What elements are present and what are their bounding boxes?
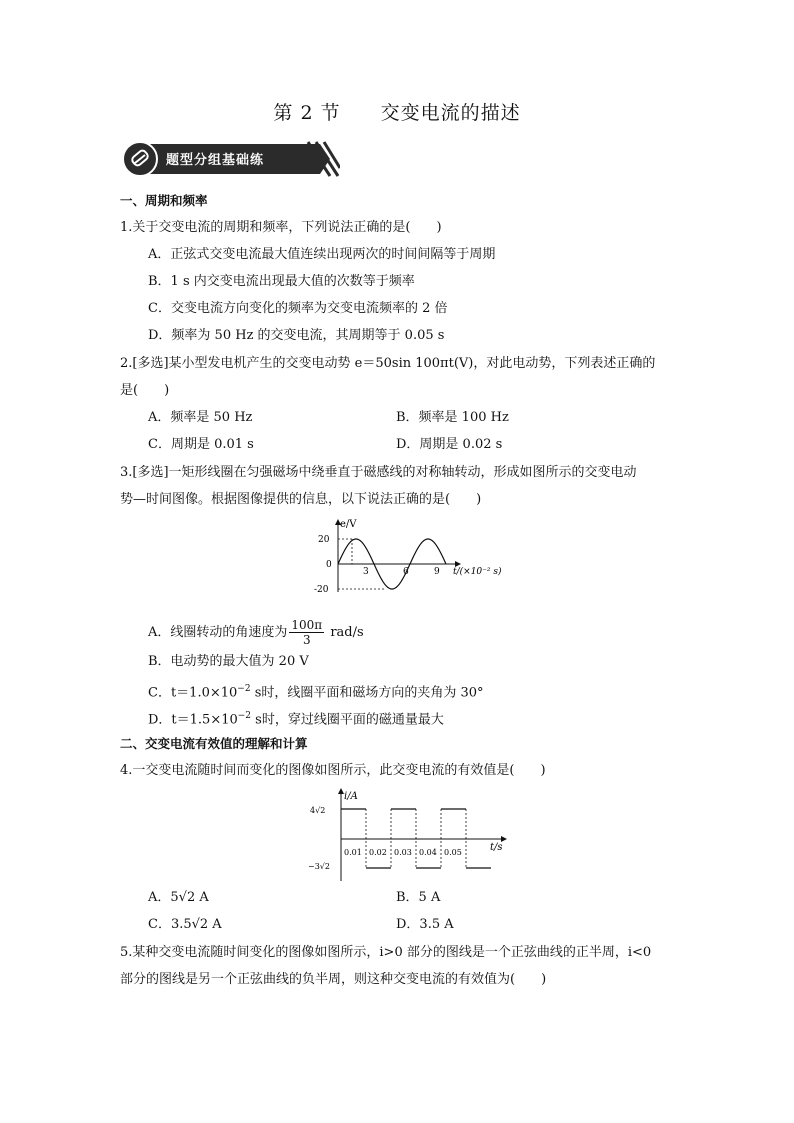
q3-option-b: B．电动势的最大值为 20 V [148, 654, 309, 669]
q2-option-a: A．频率是 50 Hz [148, 410, 253, 425]
q4-option-b: B．5 A [396, 890, 441, 905]
section-number: 第 2 节 [273, 102, 341, 124]
y-tick-top: 20 [318, 535, 330, 545]
q1-option-b: B．1 s 内交变电流出现最大值的次数等于频率 [148, 274, 415, 289]
q3-option-a-text: A．线圈转动的角速度为 [148, 625, 288, 640]
x-tick-label: 0.04 [419, 848, 437, 857]
y-tick-bottom: -20 [314, 585, 329, 595]
q2-stem-line2: 是( ) [120, 383, 170, 398]
q4-option-a: A．5√2 A [148, 890, 209, 905]
practice-banner [120, 136, 340, 182]
x-tick-label: 0.05 [444, 848, 462, 857]
q2-option-b: B．频率是 100 Hz [396, 410, 509, 425]
fraction [289, 618, 324, 647]
q3-option-a [148, 618, 364, 647]
q4-option-c: C．3.5√2 A [148, 917, 222, 932]
page-title [0, 98, 794, 125]
q3-option-c-text: C．t＝1.0×10 [148, 685, 238, 701]
q3-stem-line2: 势—时间图像。根据图像提供的信息，以下说法正确的是( ) [120, 492, 482, 507]
q3-option-c [148, 680, 484, 702]
y-tick-bottom: −3√2 [308, 862, 330, 871]
q2-option-c: C．周期是 0.01 s [148, 437, 254, 452]
q3-option-a-unit: rad/s [326, 625, 364, 640]
x-tick-6: 6 [403, 567, 409, 577]
q3-option-d [148, 707, 444, 729]
y-tick-top: 4√2 [310, 806, 326, 815]
q4-stem: 4.一交变电流随时间而变化的图像如图所示，此交变电流的有效值是( ) [120, 763, 546, 778]
q1-option-c: C．交变电流方向变化的频率为交变电流频率的 2 倍 [148, 301, 448, 316]
section-title: 交变电流的描述 [380, 102, 521, 124]
x-tick-label: 0.01 [344, 848, 362, 857]
exponent: −2 [237, 684, 251, 694]
section-heading: 一、周期和频率 [120, 193, 208, 208]
emf-time-graph [310, 514, 520, 596]
section-heading: 二、交变电流有效值的理解和计算 [120, 736, 308, 751]
x-tick-label: 0.03 [394, 848, 412, 857]
q4-option-d: D．3.5 A [396, 917, 454, 932]
x-axis-label: t/(×10⁻² s) [453, 567, 502, 577]
banner-label: 题型分组基础练 [166, 153, 265, 168]
fraction-denominator: 3 [302, 633, 311, 647]
q2-stem-line1: 2.[多选]某小型发电机产生的交变电动势 e＝50sin 100πt(V)，对此电动势，下列表述正确的 [120, 356, 656, 371]
q5-stem-line2: 部分的图线是另一个正弦曲线的负半周，则这种交变电流的有效值为( ) [120, 972, 547, 987]
y-axis-label: i/A [344, 791, 358, 802]
x-tick-label: 0.02 [369, 848, 387, 857]
q2-option-d: D．周期是 0.02 s [396, 437, 503, 452]
q5-stem-line1: 5.某种交变电流随时间变化的图像如图所示，i>0 部分的图线是一个正弦曲线的正半周，i<0 [120, 945, 652, 960]
x-tick-9: 9 [434, 567, 440, 577]
x-tick-3: 3 [363, 567, 369, 577]
q3-option-d-text: D．t＝1.5×10 [148, 712, 238, 728]
q3-option-c-rest: s时，线圈平面和磁场方向的夹角为 30° [250, 685, 484, 701]
fraction-numerator: 100π [291, 618, 323, 632]
q3-option-d-rest: s时，穿过线圈平面的磁通量最大 [251, 712, 444, 728]
y-axis-label: e/V [340, 519, 357, 530]
y-tick-zero: 0 [326, 560, 332, 570]
q1-option-a: A．正弦式交变电流最大值连续出现两次的时间间隔等于周期 [148, 247, 496, 262]
current-time-graph [306, 786, 521, 884]
exponent: −2 [237, 711, 252, 721]
q1-stem: 1.关于交变电流的周期和频率，下列说法正确的是( ) [120, 220, 442, 235]
q3-stem-line1: 3.[多选]一矩形线圈在匀强磁场中绕垂直于磁感线的对称轴转动，形成如图所示的交变电动 [120, 465, 637, 480]
q1-option-d: D．频率为 50 Hz 的交变电流，其周期等于 0.05 s [148, 328, 445, 343]
x-axis-label: t/s [490, 842, 503, 853]
